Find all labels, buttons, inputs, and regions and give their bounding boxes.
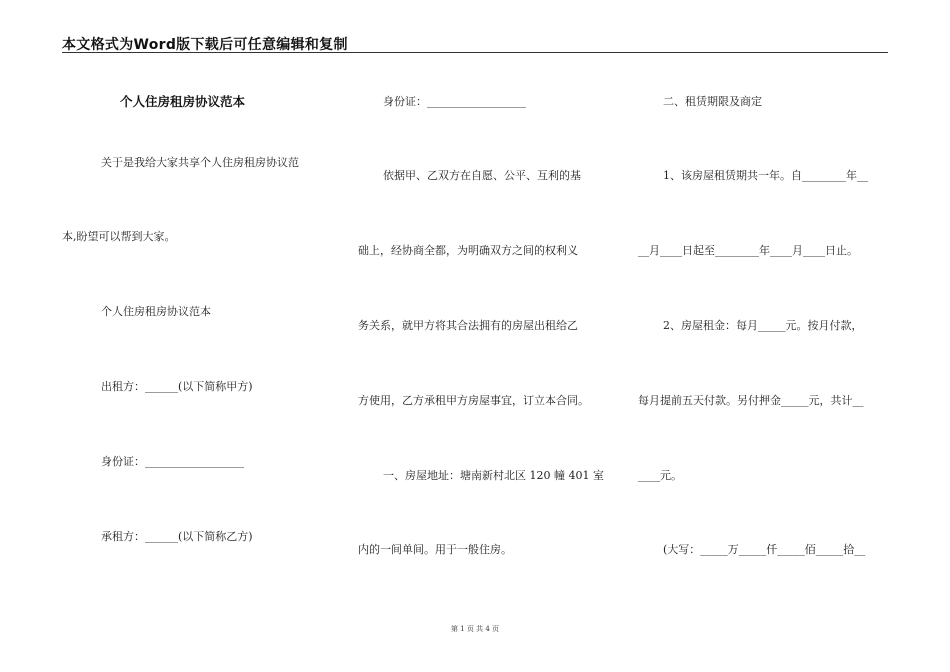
col1-line-6: 承租方：______(以下简称乙方): [101, 530, 253, 543]
col3-line-4: 2、房屋租金：每月_____元。按月付款，: [663, 319, 863, 332]
document-header-title: 本文格式为Word版下载后可任意编辑和复制: [62, 37, 348, 53]
col3-line-3: __月____日起至________年____月____日止。: [638, 244, 858, 257]
col1-line-2: 本,盼望可以帮到大家。: [62, 230, 176, 243]
col2-line-1: 身份证：__________________: [383, 95, 526, 108]
col3-line-7: (大写：_____万_____仟_____佰_____拾__: [663, 543, 866, 556]
col1-line-3: 个人住房租房协议范本: [101, 305, 211, 318]
header-divider: [62, 52, 888, 53]
col2-line-3: 础上，经协商全都，为明确双方之间的权利义: [358, 244, 578, 257]
col1-line-1: 关于是我给大家共享个人住房租房协议范: [101, 156, 299, 169]
col3-line-5: 每月提前五天付款。另付押金_____元，共计__: [638, 394, 864, 407]
col3-line-6: ____元。: [638, 469, 682, 482]
document-title: 个人住房租房协议范本: [120, 94, 246, 109]
page-footer: 第 1 页 共 4 页: [450, 625, 500, 633]
col2-line-6: 一、房屋地址：塘南新村北区 120 幢 401 室: [383, 469, 604, 482]
col2-line-2: 依据甲、乙双方在自愿、公平、互利的基: [383, 169, 581, 182]
col1-line-5: 身份证：__________________: [101, 455, 244, 468]
col1-line-4: 出租方：______(以下简称甲方): [101, 380, 253, 393]
col3-line-2: 1、该房屋租赁期共一年。自________年__: [663, 169, 868, 182]
col3-line-1: 二、租赁期限及商定: [663, 95, 762, 108]
col2-line-7: 内的一间单间。用于一般住房。: [358, 543, 512, 556]
col2-line-4: 务关系，就甲方将其合法拥有的房屋出租给乙: [358, 319, 578, 332]
col2-line-5: 方使用，乙方承租甲方房屋事宜，订立本合同。: [358, 394, 589, 407]
